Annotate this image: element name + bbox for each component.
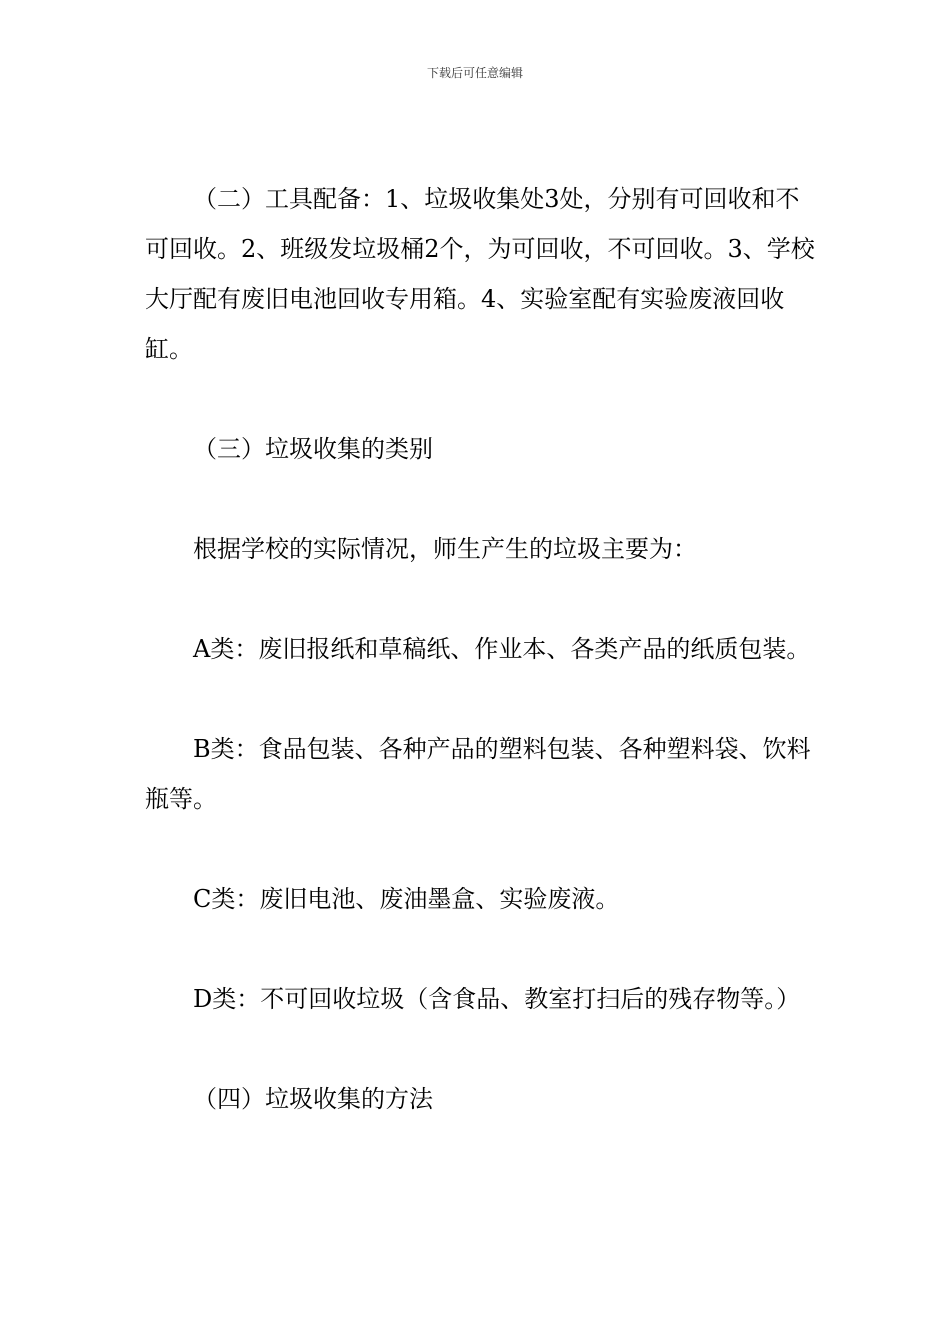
- paragraph-category-c: C类：废旧电池、废油墨盒、实验废液。: [193, 885, 620, 913]
- document-body: [145, 174, 817, 1124]
- section-heading-methods: （四）垃圾收集的方法: [193, 1085, 433, 1113]
- paragraph-tools: （二）工具配备：1、垃圾收集处3处，分别有可回收和不可回收。2、班级发垃圾桶2个，为可回收，不可回收。3、学校大厅配有废旧电池回收专用箱。4、实验室配有实验废液回收缸。: [145, 185, 815, 363]
- section-heading-categories: （三）垃圾收集的类别: [193, 435, 433, 463]
- paragraph-category-a: A类：废旧报纸和草稿纸、作业本、各类产品的纸质包装。: [193, 635, 811, 663]
- paragraph-category-d: D类：不可回收垃圾（含食品、教室打扫后的残存物等。）: [193, 985, 801, 1013]
- paragraph-category-b: B类：食品包装、各种产品的塑料包装、各种塑料袋、饮料瓶等。: [145, 735, 811, 813]
- page-header: 下载后可任意编辑: [426, 66, 523, 80]
- paragraph-intro: 根据学校的实际情况，师生产生的垃圾主要为：: [193, 535, 697, 563]
